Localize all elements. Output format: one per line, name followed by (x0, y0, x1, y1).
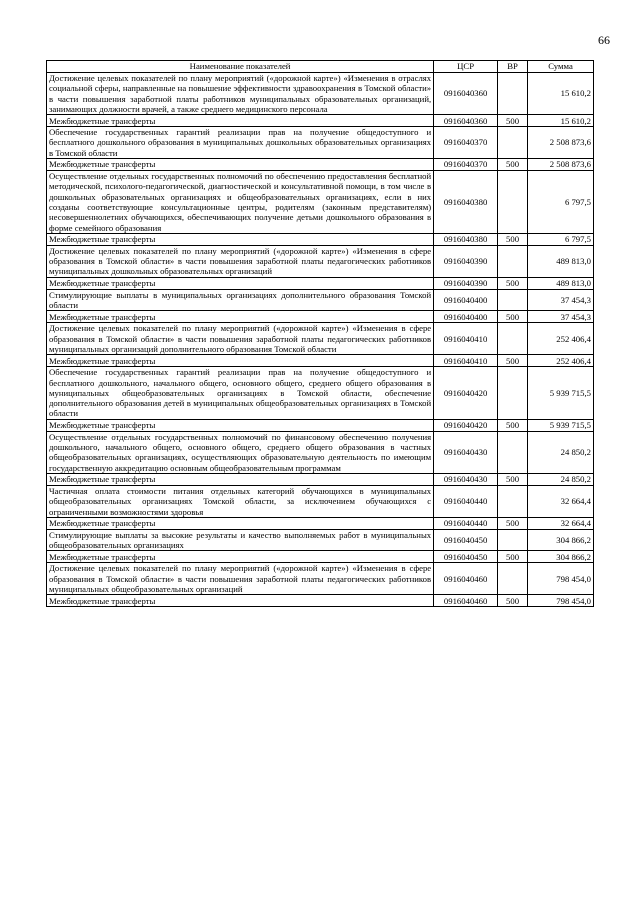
cell-sum: 15 610,2 (528, 115, 594, 127)
cell-sum: 32 664,4 (528, 517, 594, 529)
cell-name: Достижение целевых показателей по плану мероприятий («дорожной карте») «Изменения в отраслях социальной сферы, направленные на повышение эффективности здравоохранения в Томской области» в части повышения заработной платы работников муниципальных образовательных организаций, занимающих должности врачей, а также среднего медицинского персонала (47, 73, 434, 115)
header-vr: ВР (498, 61, 528, 73)
cell-sum: 252 406,4 (528, 355, 594, 367)
cell-vr: 500 (498, 277, 528, 289)
cell-csr: 0916040420 (434, 367, 498, 419)
table-row (47, 245, 594, 277)
cell-vr: 500 (498, 159, 528, 171)
cell-name: Межбюджетные трансферты (47, 419, 434, 431)
cell-csr: 0916040380 (434, 171, 498, 234)
table-row (47, 311, 594, 323)
table-row (47, 431, 594, 473)
cell-name: Межбюджетные трансферты (47, 233, 434, 245)
table-row (47, 233, 594, 245)
cell-csr: 0916040420 (434, 419, 498, 431)
cell-csr: 0916040380 (434, 233, 498, 245)
cell-csr: 0916040390 (434, 277, 498, 289)
table-row (47, 473, 594, 485)
cell-vr (498, 73, 528, 115)
cell-csr: 0916040400 (434, 289, 498, 311)
cell-vr (498, 127, 528, 159)
cell-name: Достижение целевых показателей по плану мероприятий («дорожной карте») «Изменения в сфере образования в Томской области» в части повышения заработной платы педагогических работников муниципальных общеобразовательных организаций (47, 563, 434, 595)
cell-sum: 24 850,2 (528, 431, 594, 473)
table-row (47, 367, 594, 419)
header-name: Наименование показателей (47, 61, 434, 73)
cell-csr: 0916040360 (434, 73, 498, 115)
table-row (47, 517, 594, 529)
table-row (47, 595, 594, 607)
cell-name: Достижение целевых показателей по плану мероприятий («дорожной карте») «Изменения в сфере образования в Томской области» в части повышения заработной платы педагогических работников муниципальных организаций дополнительного образования Томской области (47, 323, 434, 355)
table-body (47, 73, 594, 607)
cell-vr: 500 (498, 473, 528, 485)
cell-sum: 37 454,3 (528, 311, 594, 323)
cell-name: Межбюджетные трансферты (47, 311, 434, 323)
table-row (47, 159, 594, 171)
cell-csr: 0916040430 (434, 473, 498, 485)
cell-csr: 0916040450 (434, 529, 498, 551)
cell-name: Межбюджетные трансферты (47, 277, 434, 289)
cell-vr (498, 367, 528, 419)
cell-sum: 489 813,0 (528, 245, 594, 277)
cell-sum: 304 866,2 (528, 551, 594, 563)
cell-vr: 500 (498, 595, 528, 607)
cell-csr: 0916040410 (434, 323, 498, 355)
cell-sum: 5 939 715,5 (528, 367, 594, 419)
cell-vr: 500 (498, 355, 528, 367)
cell-vr (498, 431, 528, 473)
cell-vr: 500 (498, 233, 528, 245)
table-row (47, 529, 594, 551)
cell-name: Межбюджетные трансферты (47, 355, 434, 367)
cell-csr: 0916040450 (434, 551, 498, 563)
cell-sum: 252 406,4 (528, 323, 594, 355)
cell-vr (498, 171, 528, 234)
cell-name: Стимулирующие выплаты в муниципальных организациях дополнительного образования Томской области (47, 289, 434, 311)
cell-name: Достижение целевых показателей по плану мероприятий («дорожной карте») «Изменения в сфере образования в Томской области» в части повышения заработной платы педагогических работников муниципальных дошкольных образовательных организаций (47, 245, 434, 277)
cell-csr: 0916040440 (434, 485, 498, 517)
cell-vr: 500 (498, 311, 528, 323)
cell-vr: 500 (498, 115, 528, 127)
table-row (47, 419, 594, 431)
table-row (47, 355, 594, 367)
cell-name: Обеспечение государственных гарантий реализации прав на получение общедоступного и бесплатного дошкольного образования в муниципальных дошкольных образовательных организациях в Томской области (47, 127, 434, 159)
cell-name: Обеспечение государственных гарантий реализации прав на получение общедоступного и бесплатного дошкольного, начального общего, основного общего, среднего общего образования в муниципальных общеобразовательных организациях в Томской области, обеспечение дополнительного образования детей в муниципальных общеобразовательных организациях в Томской области (47, 367, 434, 419)
cell-name: Межбюджетные трансферты (47, 517, 434, 529)
header-sum: Сумма (528, 61, 594, 73)
cell-csr: 0916040440 (434, 517, 498, 529)
cell-name: Межбюджетные трансферты (47, 159, 434, 171)
cell-csr: 0916040360 (434, 115, 498, 127)
cell-vr: 500 (498, 419, 528, 431)
table-row (47, 485, 594, 517)
table-row (47, 551, 594, 563)
cell-sum: 24 850,2 (528, 473, 594, 485)
budget-table (46, 60, 594, 607)
cell-sum: 15 610,2 (528, 73, 594, 115)
cell-csr: 0916040430 (434, 431, 498, 473)
cell-name: Частичная оплата стоимости питания отдельных категорий обучающихся в муниципальных общеобразовательных организациях Томской области, за исключением обучающихся с ограниченными возможностями здоровья (47, 485, 434, 517)
cell-csr: 0916040460 (434, 563, 498, 595)
cell-vr (498, 563, 528, 595)
cell-sum: 2 508 873,6 (528, 127, 594, 159)
cell-vr (498, 529, 528, 551)
cell-vr (498, 245, 528, 277)
table-row (47, 127, 594, 159)
table-row (47, 563, 594, 595)
cell-sum: 798 454,0 (528, 595, 594, 607)
cell-csr: 0916040460 (434, 595, 498, 607)
cell-vr (498, 323, 528, 355)
table-row (47, 73, 594, 115)
cell-sum: 5 939 715,5 (528, 419, 594, 431)
table-header-row (47, 61, 594, 73)
table-row (47, 115, 594, 127)
cell-csr: 0916040370 (434, 159, 498, 171)
table-row (47, 289, 594, 311)
cell-sum: 37 454,3 (528, 289, 594, 311)
cell-vr (498, 289, 528, 311)
cell-sum: 489 813,0 (528, 277, 594, 289)
cell-vr: 500 (498, 551, 528, 563)
table-row (47, 323, 594, 355)
cell-name: Межбюджетные трансферты (47, 551, 434, 563)
cell-name: Осуществление отдельных государственных полномочий по обеспечению предоставления бесплатной методической, психолого-педагогической, диагностической и консультативной помощи, в том числе в дошкольных образовательных организациях и общеобразовательных организациях, если в них созданы соответствующие консультационные центры, родителям (законным представителям) несовершеннолетних обучающихся, обеспечивающих получение детьми дошкольного образования в форме семейного образования (47, 171, 434, 234)
cell-sum: 6 797,5 (528, 233, 594, 245)
cell-vr (498, 485, 528, 517)
cell-sum: 304 866,2 (528, 529, 594, 551)
table-row (47, 277, 594, 289)
cell-name: Межбюджетные трансферты (47, 115, 434, 127)
cell-sum: 798 454,0 (528, 563, 594, 595)
cell-sum: 2 508 873,6 (528, 159, 594, 171)
page-number: 66 (598, 33, 610, 47)
cell-csr: 0916040400 (434, 311, 498, 323)
cell-sum: 32 664,4 (528, 485, 594, 517)
cell-vr: 500 (498, 517, 528, 529)
cell-name: Осуществление отдельных государственных полномочий по финансовому обеспечению получения дошкольного, начального общего, основного общего, среднего общего образования в частных общеобразовательных организациях, осуществляющих образовательную деятельность по имеющим государственную аккредитацию основным общеобразовательным программам (47, 431, 434, 473)
cell-csr: 0916040390 (434, 245, 498, 277)
cell-name: Межбюджетные трансферты (47, 473, 434, 485)
table-row (47, 171, 594, 234)
cell-csr: 0916040410 (434, 355, 498, 367)
header-csr: ЦСР (434, 61, 498, 73)
cell-name: Межбюджетные трансферты (47, 595, 434, 607)
cell-name: Стимулирующие выплаты за высокие результаты и качество выполняемых работ в муниципальных общеобразовательных организациях (47, 529, 434, 551)
cell-sum: 6 797,5 (528, 171, 594, 234)
cell-csr: 0916040370 (434, 127, 498, 159)
